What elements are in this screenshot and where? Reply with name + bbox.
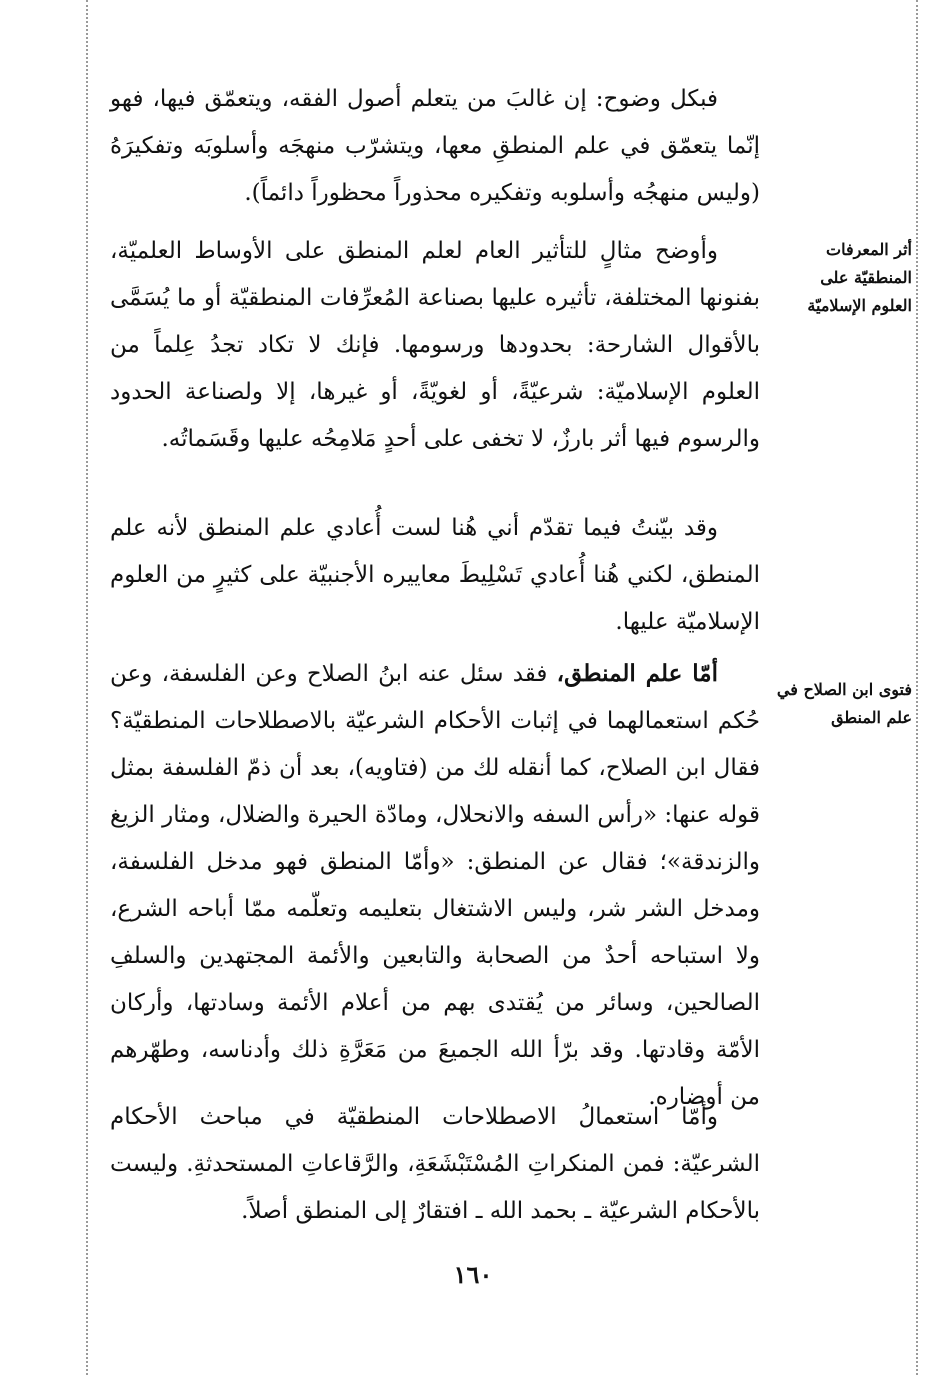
paragraph-4-lead: أمّا علم المنطق، — [556, 660, 718, 687]
left-margin-dots — [86, 0, 88, 1375]
paragraph-3: وقد بيّنتُ فيما تقدّم أني هُنا لست أُعادي علم المنطق لأنه علم المنطق، لكني هُنا أُعادي تَسْلِيطَ معاييره الأجنبيّة على كثيرٍ من العلوم الإسلاميّة عليها. — [110, 515, 760, 635]
page-number: ١٦٠ — [453, 1260, 493, 1289]
paragraph-4 — [110, 650, 760, 1121]
sidenote-logic-definitions: أثر المعرفات المنطقيّة على العلوم الإسلاميّة — [807, 240, 912, 315]
paragraph-5: وأمّا استعمالُ الاصطلاحات المنطقيّة في مباحث الأحكام الشرعيّة: فمن المنكراتِ المُسْتَبْشَعَةِ، والرَّقاعاتِ المستحدثةِ. وليست بالأحكام الشرعيّة ـ بحمد الله ـ افتقارٌ إلى المنطق أصلاً. — [110, 1104, 760, 1224]
paragraph-2: وأوضح مثالٍ للتأثير العام لعلم المنطق على الأوساط العلميّة، بفنونها المختلفة، تأثيره عليها بصناعة المُعرِّفات المنطقيّة أو ما يُسَمَّى بالأقوال الشارحة: بحدودها ورسومها. فإنك لا تكاد تجدُ عِلماً من العلوم الإسلاميّة: شرعيّةً، أو لغويّةً، أو غيرها، إلا ولصناعة الحدود والرسوم فيها أثر بارزٌ، لا تخفى على أحدٍ مَلامِحُه عليها وقَسَماتُه. — [110, 238, 760, 452]
paragraph-4-body: فقد سئل عنه ابنُ الصلاح وعن الفلسفة، وعن حُكم استعمالهما في إثبات الأحكام الشرعيّة بالاصطلاحات المنطقيّة؟ فقال ابن الصلاح، كما أنقله لك من (فتاويه)، بعد أن ذمّ الفلسفة بمثل قوله عنها: «رأس السفه والانحلال، ومادّة الحيرة والضلال، ومثار الزيغ والزندقة»؛ فقال عن المنطق: «وأمّا المنطق فهو مدخل الفلسفة، ومدخل الشر شر، وليس الاشتغال بتعليمه وتعلّمه ممّا أباحه الشرع، ولا استباحه أحدٌ من الصحابة والتابعين والأئمة المجتهدين والسلفِ الصالحين، وسائر من يُقتدى بهم من أعلام الأئمة وسادتها، وأركان الأمّة وقادتها. وقد برّأ الله الجميعَ من مَعَرَّةِ ذلك وأدناسه، وطهّرهم من أوضاره. — [110, 661, 760, 1110]
right-margin-dots — [916, 0, 918, 1375]
paragraph-1: فبكل وضوح: إن غالبَ من يتعلم أصول الفقه، ويتعمّق فيها، فهو إنّما يتعمّق في علم المنطقِ معها، ويتشرّب منهجَه وأسلوبَه وتفكيرَهُ (وليس منهجُه وأسلوبه وتفكيره محذوراً محظوراً دائماً). — [110, 86, 760, 206]
sidenote-ibn-salah-fatwa: فتوى ابن الصلاح في علم المنطق — [776, 680, 912, 727]
